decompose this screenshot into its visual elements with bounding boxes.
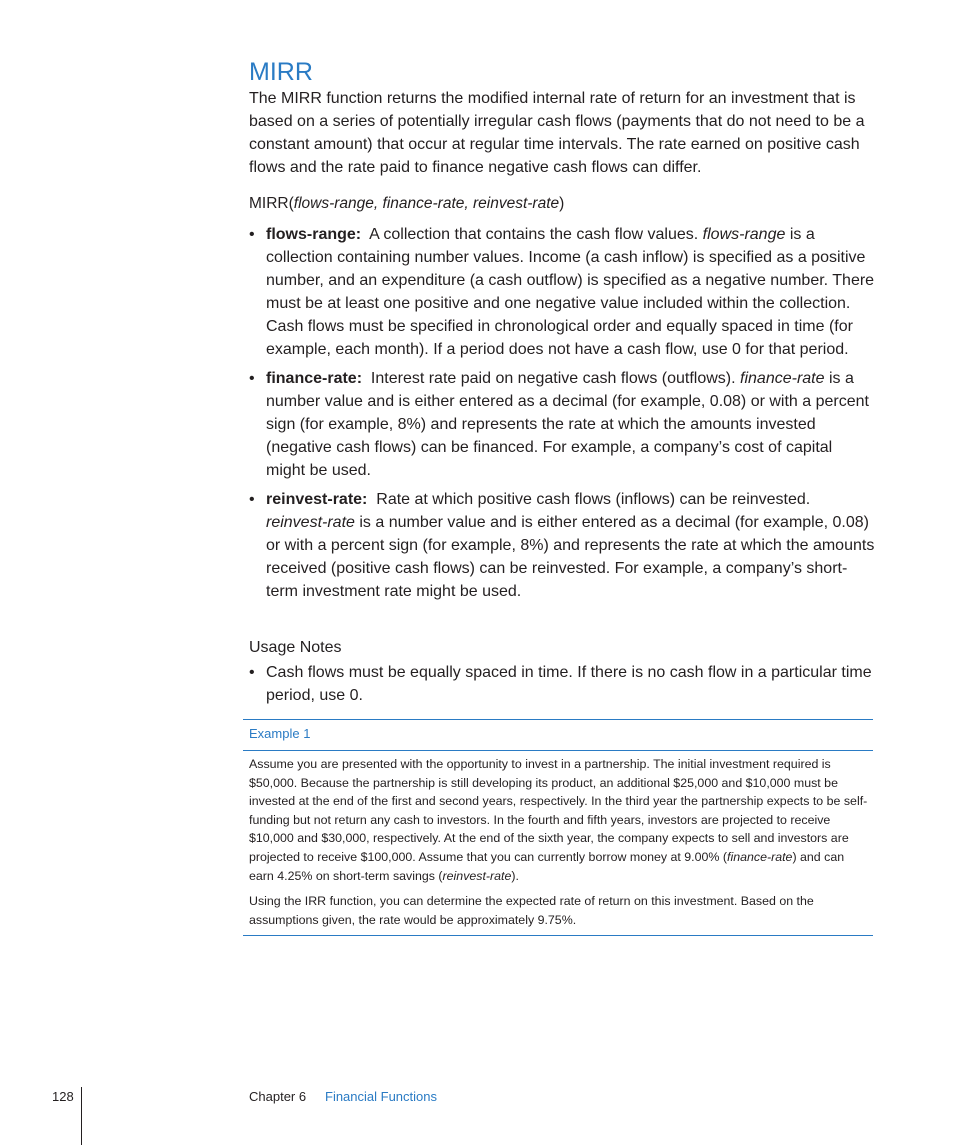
usage-notes-list bbox=[249, 661, 875, 713]
argument-list bbox=[249, 223, 875, 609]
argument-term: flows-range: bbox=[266, 226, 362, 243]
argument-item bbox=[249, 488, 875, 603]
syntax-close-paren: ) bbox=[559, 195, 565, 212]
example-text: ) and can earn 4.25% on short-term savings ( bbox=[249, 849, 845, 883]
example-paragraph bbox=[249, 755, 869, 885]
example-text: Assume you are presented with the opportunity to invest in a partnership. The initial investment required is $50,000. Because the partnership is still developing its product, an additional $25,000 and $10,000 must be invested at the end of the first and second years, respectively. In the third year the partnership expects to be self-funding but not return any cash to investors. In the fourth and fifth years, investors are projected to receive $10,000 and $30,000, respectively. At the end of the sixth year, the company expects to sell and investors are projected to receive $100,000. Assume that you can currently borrow money at 9.00% ( bbox=[249, 757, 868, 864]
example-box bbox=[243, 719, 873, 936]
example-emphasis: finance-rate bbox=[727, 849, 793, 864]
argument-emphasis: finance-rate bbox=[740, 370, 825, 387]
page-number: 128 bbox=[52, 1089, 74, 1104]
syntax-open-paren: ( bbox=[288, 195, 294, 212]
argument-text: Interest rate paid on negative cash flows (outflows). bbox=[370, 370, 736, 387]
function-syntax bbox=[249, 193, 564, 215]
bullet-glyph: • bbox=[249, 226, 255, 243]
example-header bbox=[243, 720, 873, 751]
argument-emphasis: flows-range bbox=[702, 226, 786, 243]
example-title: Example 1 bbox=[249, 726, 311, 741]
argument-text-continued: is a collection containing number values. Income (a cash inflow) is specified as a positive number, and an expenditure (a cash outflow) is specified as a negative number. There must be at least one positive and one negative value included within the collection. Cash flows must be specified in chronological order and equally spaced in time (for example, each month). If a period does not have a cash flow, use 0 for that period. bbox=[266, 226, 875, 358]
argument-text-continued: is a number value and is either entered as a decimal (for example, 0.08) or with a percent sign (for example, 8%) and represents the rate at which the amounts received (positive cash flows) can be reinvested. For example, a company’s short-term investment rate might be used. bbox=[266, 514, 875, 600]
bullet-glyph: • bbox=[249, 370, 255, 387]
argument-item bbox=[249, 223, 875, 361]
usage-note-text: Cash flows must be equally spaced in time. If there is no cash flow in a particular time period, use 0. bbox=[266, 664, 872, 704]
syntax-arguments: flows-range, finance-rate, reinvest-rate bbox=[293, 195, 560, 212]
bullet-glyph: • bbox=[249, 491, 255, 508]
argument-text: A collection that contains the cash flow values. bbox=[369, 226, 699, 243]
argument-term: reinvest-rate: bbox=[266, 491, 368, 508]
usage-note-item bbox=[249, 661, 875, 707]
argument-text: Rate at which positive cash flows (inflows) can be reinvested. bbox=[376, 491, 811, 508]
argument-term: finance-rate: bbox=[266, 370, 363, 387]
section-intro: The MIRR function returns the modified internal rate of return for an investment that is based on a series of potentially irregular cash flows (payments that do not need to be a constant amount) that occur at regular time intervals. The rate earned on positive cash flows and the rate paid to finance negative cash flows can differ. bbox=[249, 90, 865, 176]
chapter-title-link[interactable]: Financial Functions bbox=[325, 1089, 437, 1104]
example-paragraph: Using the IRR function, you can determine the expected rate of return on this investment. Based on the assumptions given, the rate would be approximately 9.75%. bbox=[249, 894, 814, 927]
argument-emphasis: reinvest-rate bbox=[266, 514, 355, 531]
section-title: MIRR bbox=[249, 58, 313, 86]
example-text: ). bbox=[511, 868, 519, 883]
argument-text-continued: is a number value and is either entered as a decimal (for example, 0.08) or with a percent sign (for example, 8%) and represents the rate at which the amounts invested (negative cash flows) can be financed. For example, a company’s cost of capital might be used. bbox=[266, 370, 869, 479]
chapter-label: Chapter 6 bbox=[249, 1089, 307, 1104]
argument-item bbox=[249, 367, 875, 482]
footer-rule bbox=[81, 1087, 82, 1145]
usage-notes-heading: Usage Notes bbox=[249, 639, 342, 656]
bullet-glyph: • bbox=[249, 664, 255, 681]
syntax-function-name: MIRR bbox=[249, 195, 289, 212]
example-emphasis: reinvest-rate bbox=[442, 868, 512, 883]
